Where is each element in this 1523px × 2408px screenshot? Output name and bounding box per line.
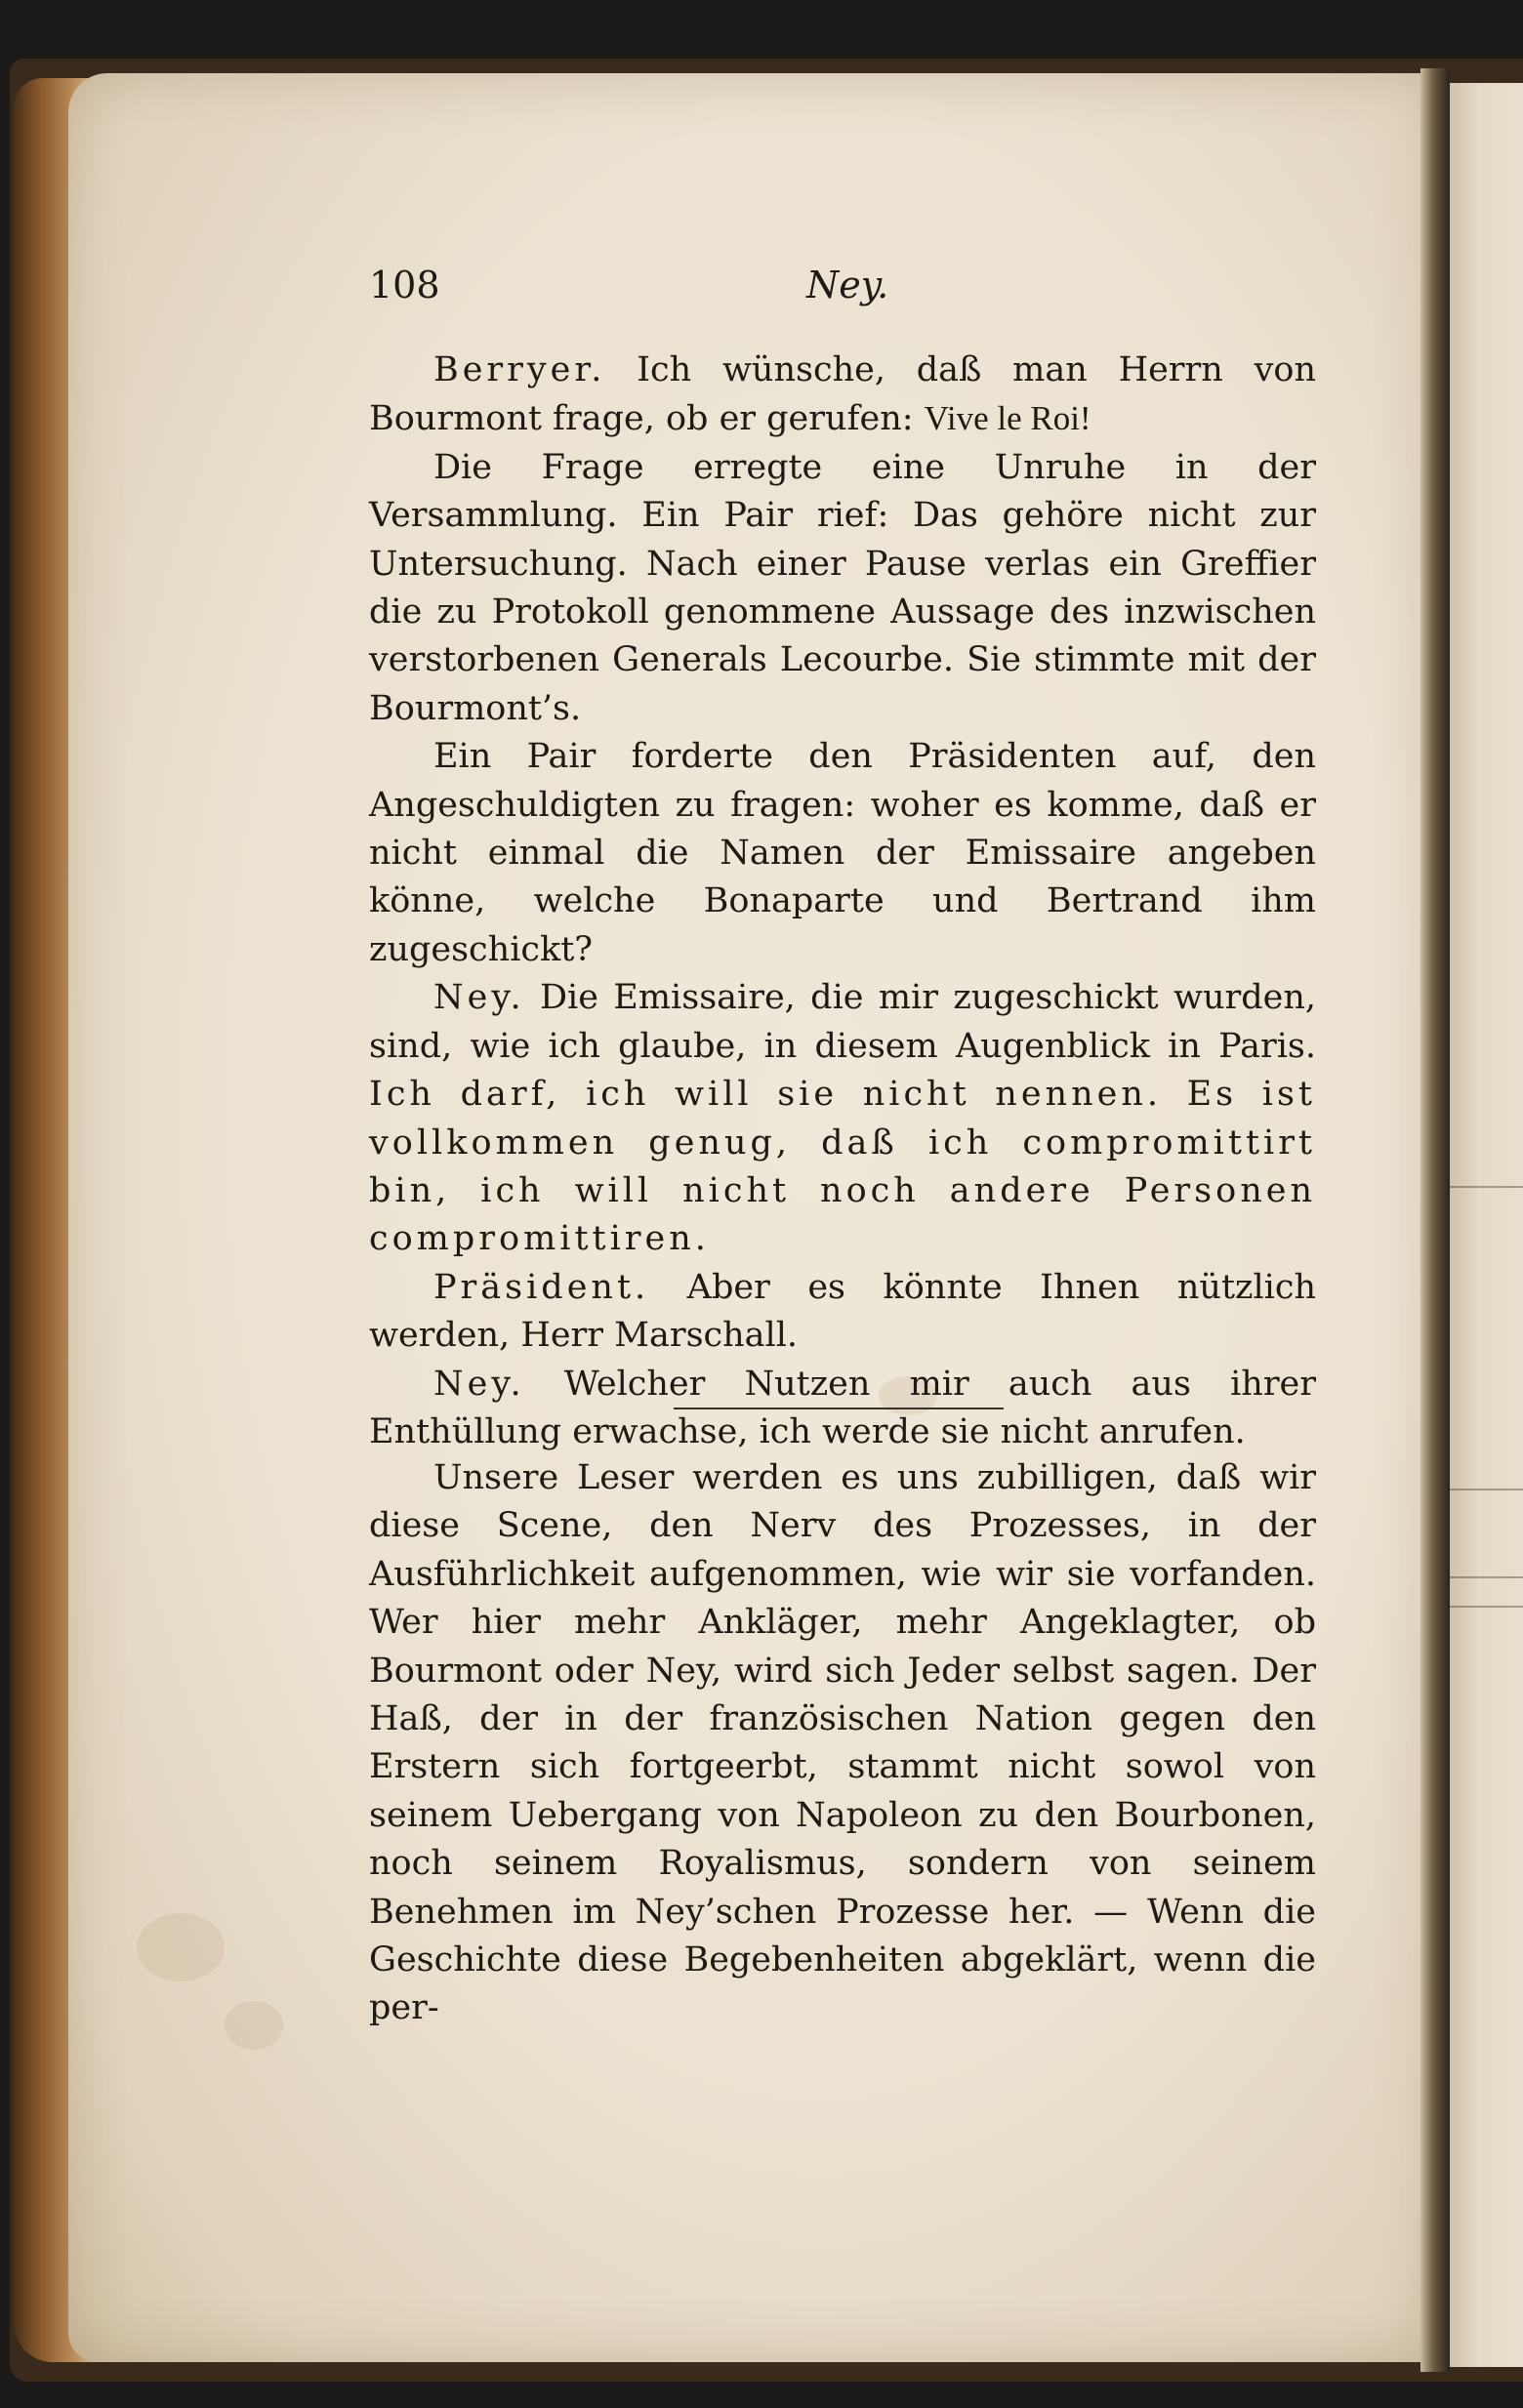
foxing-stain (137, 1913, 225, 1981)
paragraph (369, 733, 1316, 974)
section-divider (674, 1408, 1004, 1409)
facing-page-edge (1450, 83, 1523, 2367)
running-title: Ney. (806, 264, 889, 306)
page-number: 108 (369, 264, 440, 306)
running-header (369, 264, 889, 322)
paragraph (369, 347, 1316, 444)
paragraph-text: Aber es könnte Ihnen nützlich werden, Herr Marschall. (369, 1267, 1316, 1356)
latin-text: Vive le Roi! (924, 399, 1091, 438)
commentary-text (369, 1454, 1316, 2033)
paragraph (369, 1264, 1316, 1361)
paragraph (369, 444, 1316, 733)
paragraph (369, 974, 1316, 1263)
speaker: Berryer. (433, 350, 606, 389)
speaker: Präsident. (433, 1267, 650, 1307)
speaker: Ney. (433, 978, 525, 1018)
dialogue-text (369, 347, 1316, 1456)
gutter (1420, 68, 1450, 2372)
spaced-text: Ich darf, ich will sie nicht nennen. Es ist vollkommen genug, daß ich compromittirt bin, ich will nicht noch andere Personen compromittiren. (369, 1075, 1316, 1259)
paragraph-text: Ich wünsche, daß man Herrn von Bourmont frage, ob er gerufen: (369, 350, 1316, 439)
paragraph-text: Welcher Nutzen mir auch aus ihrer Enthüllung erwachse, ich werde sie nicht anrufen. (369, 1364, 1316, 1451)
speaker: Ney. (433, 1364, 525, 1404)
paragraph: Unsere Leser werden es uns zubilligen, daß wir diese Scene, den Nerv des Prozesses, in der Ausführlichkeit aufgenommen, wie wir sie vorfanden. Wer hier mehr Ankläger, mehr Angeklagter, ob Bourmont oder Ney, wird sich Jeder selbst sagen. Der Haß, der in der französischen Nation gegen den Erstern sich fortgeerbt, stammt nicht sowol von seinem Uebergang von Napoleon zu den Bourbonen, noch seinem Royalismus, sondern von seinem Benehmen im Ney’schen Prozesse her. — Wenn die Geschichte diese Begebenheiten abgeklärt, wenn die per- (369, 1458, 1316, 2028)
paragraph-text: Die Emissaire, die mir zugeschickt wurden, sind, wie ich glaube, in diesem Augenblick in Paris. (369, 978, 1316, 1066)
paragraph-text: Ein Pair forderte den Präsidenten auf, den Angeschuldigten zu fragen: woher es komme, daß er nicht einmal die Namen der Emissaire angeben könne, welche Bonaparte und Bertrand ihm zugeschickt? (369, 737, 1316, 969)
paragraph-text: Die Frage erregte eine Unruhe in der Versammlung. Ein Pair rief: Das gehöre nicht zur Untersuchung. Nach einer Pause verlas ein Greffier die zu Protokoll genommene Aussage des inzwischen verstorbenen Generals Lecourbe. Sie stimmte mit der Bourmont’s. (369, 447, 1316, 728)
foxing-stain (225, 2001, 283, 2050)
